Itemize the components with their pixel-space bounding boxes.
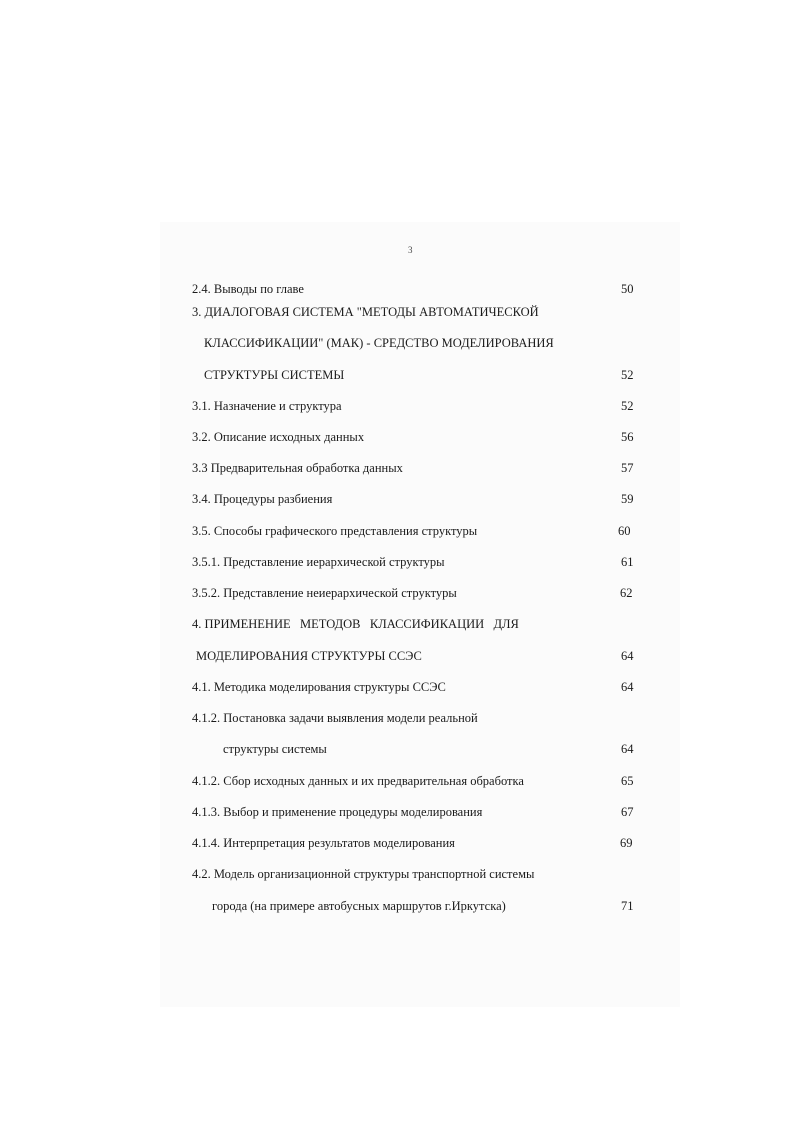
toc-entry-title: 4.1. Методика моделирования структуры ССЭС — [192, 680, 446, 694]
toc-entry-page: 61 — [621, 555, 634, 569]
toc-entry-page: 52 — [621, 368, 634, 382]
toc-entry-title: 3. ДИАЛОГОВАЯ СИСТЕМА "МЕТОДЫ АВТОМАТИЧЕСКОЙ — [192, 305, 539, 319]
toc-entry-page: 65 — [621, 774, 634, 788]
toc-entry-page: 69 — [620, 836, 633, 850]
toc-entry-page: 50 — [621, 282, 634, 296]
toc-entry-title: 4.1.3. Выбор и применение процедуры моделирования — [192, 805, 483, 819]
toc-entry-title: 3.4. Процедуры разбиения — [192, 492, 333, 506]
toc-entry-title: 3.5.1. Представление иерархической структуры — [192, 555, 445, 569]
toc-entry-title: 4.2. Модель организационной структуры транспортной системы — [192, 867, 535, 881]
toc-entry-title: города (на примере автобусных маршрутов г.Иркутска) — [212, 899, 506, 913]
toc-entry-title: 2.4. Выводы по главе — [192, 282, 304, 296]
toc-entry-page: 57 — [621, 461, 634, 475]
toc-entry-page: 71 — [621, 899, 634, 913]
toc-entry-title: 4.1.2. Постановка задачи выявления модели реальной — [192, 711, 478, 725]
toc-entry-title: 3.3 Предварительная обработка данных — [192, 461, 403, 475]
toc-entry-title: 4.1.4. Интерпретация результатов моделирования — [192, 836, 455, 850]
toc-entry-page: 64 — [621, 742, 634, 756]
toc-entry-title: КЛАССИФИКАЦИИ" (МАК) - СРЕДСТВО МОДЕЛИРОВАНИЯ — [204, 336, 554, 350]
toc-entry-title: 3.1. Назначение и структура — [192, 399, 342, 413]
toc-entry-page: 52 — [621, 399, 634, 413]
toc-entry-title: 3.5.2. Представление неиерархической структуры — [192, 586, 457, 600]
toc-entry-title: 3.5. Способы графического представления структуры — [192, 524, 478, 538]
toc-entry-page: 56 — [621, 430, 634, 444]
toc-entry-page: 62 — [620, 586, 633, 600]
toc-entry-title: СТРУКТУРЫ СИСТЕМЫ — [204, 368, 345, 382]
toc-entry-title: 4.1.2. Сбор исходных данных и их предварительная обработка — [192, 774, 524, 788]
toc-entry-title: МОДЕЛИРОВАНИЯ СТРУКТУРЫ ССЭС — [196, 649, 422, 663]
toc-entry-page: 59 — [621, 492, 634, 506]
toc-entry-title: 4. ПРИМЕНЕНИЕ МЕТОДОВ КЛАССИФИКАЦИИ ДЛЯ — [192, 617, 519, 631]
toc-entry-title: структуры системы — [223, 742, 327, 756]
toc-entry-page: 64 — [621, 680, 634, 694]
toc-entry-title: 3.2. Описание исходных данных — [192, 430, 365, 444]
page-number: 3 — [408, 245, 413, 255]
toc-entry-page: 60 — [618, 524, 631, 538]
toc-entry-page: 64 — [621, 649, 634, 663]
toc-entry-page: 67 — [621, 805, 634, 819]
